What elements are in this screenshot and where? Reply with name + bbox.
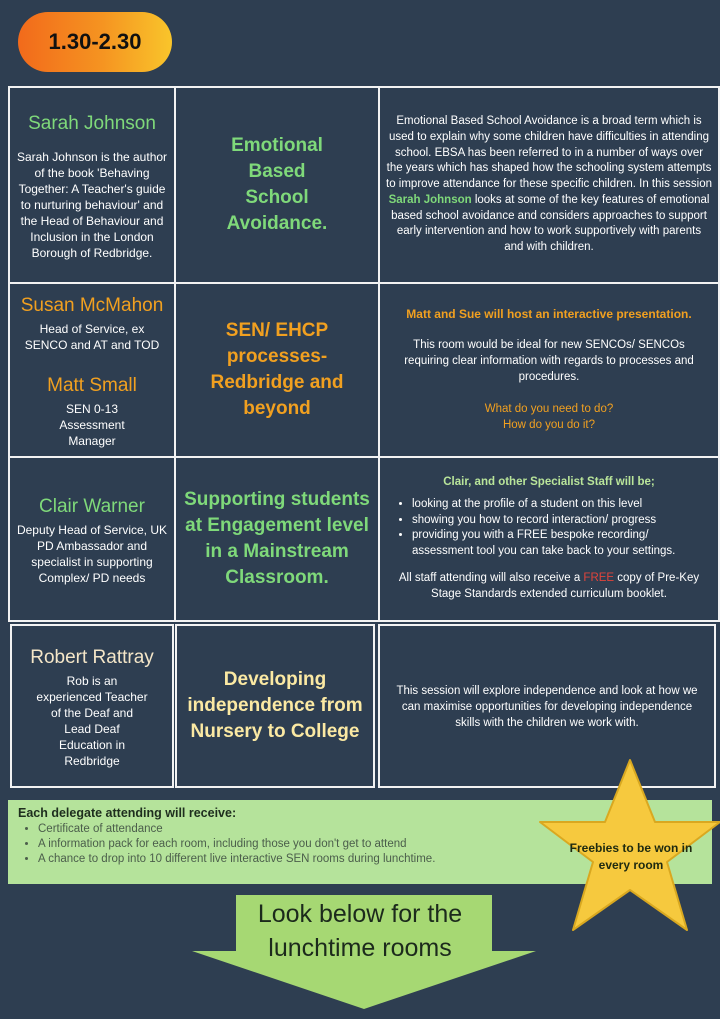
session-question: What do you need to do? — [484, 402, 614, 415]
speaker-bio: Deputy Head of Service, UK PD Ambassador and specialist in supporting Complex/ PD needs — [16, 523, 168, 585]
session-description: This room would be ideal for new SENCOs/ SENCOs requiring clear information with regards to processes and procedures. — [404, 339, 694, 383]
star-text: Freebies to be won in every room — [569, 841, 693, 872]
session-bullets — [394, 497, 704, 559]
session-footer: All staff attending will also receive a FREE copy of Pre-Key Stage Standards extended curriculum booklet. — [398, 572, 700, 600]
speaker-bio: Head of Service, ex SENCO and AT and TOD — [24, 322, 160, 352]
list-item: • A chance to drop into 10 different live interactive SEN rooms during lunchtime. — [38, 852, 702, 867]
session-description-cell — [378, 282, 720, 458]
speaker-cell-clair — [8, 456, 176, 622]
speaker-cell-sarah — [8, 86, 176, 284]
speaker-name: Sarah Johnson — [28, 113, 156, 134]
session-description: Emotional Based School Avoidance is a broad term which is used to explain why some children have difficulties in attending school. EBSA has been referred to in a number of ways over the years which has shaped how the schooling system attempts to improve attendance for these specific children. In this session Sarah Johnson looks at some of the key features of emotional based school avoidance and considers approaches to support early intervention and how to work supportively with parents and with children. — [386, 114, 713, 254]
session-title: Developing independence from Nursery to College — [187, 669, 363, 742]
free-highlight: FREE — [583, 572, 615, 585]
speaker-name: Robert Rattray — [30, 647, 154, 668]
list-item: • looking at the profile of a student on this level — [412, 497, 704, 513]
speaker-bio: Rob is an experienced Teacher of the Deaf and Lead Deaf Education in Redbridge — [36, 674, 148, 768]
session-title: SEN/ EHCP processes- Redbridge and beyond — [210, 320, 344, 419]
session-title-cell — [174, 456, 380, 622]
session-heading: Matt and Sue will host an interactive presentation. — [406, 306, 692, 321]
speaker-name: Matt Small — [47, 375, 137, 396]
session-title: Emotional Based School Avoidance. — [226, 135, 328, 234]
session-description-cell — [378, 456, 720, 622]
session-time-badge — [18, 12, 172, 72]
list-item: • showing you how to record interaction/ progress — [412, 513, 704, 529]
speaker-bio: SEN 0-13 Assessment Manager — [59, 402, 125, 448]
speaker-cell-robert — [10, 624, 174, 788]
highlight-name: Sarah Johnson — [388, 193, 472, 206]
speaker-name: Clair Warner — [39, 496, 145, 517]
session-heading: Clair, and other Specialist Staff will be; — [443, 476, 655, 489]
lunchtime-rooms-text: Look below for the lunchtime rooms — [257, 900, 463, 962]
session-description-cell — [378, 86, 720, 284]
session-title-cell — [174, 282, 380, 458]
session-title-cell — [174, 86, 380, 284]
session-description: This session will explore independence and look at how we can maximise opportunities for developing independence skills with the children we work with. — [396, 685, 698, 729]
delegate-heading: Each delegate attending will receive: — [18, 806, 237, 820]
speaker-name: Susan McMahon — [20, 295, 164, 316]
speaker-cell-susan-matt — [8, 282, 176, 458]
session-time: 1.30-2.30 — [48, 29, 142, 54]
list-item: • Certificate of attendance — [38, 822, 702, 837]
session-title-cell — [175, 624, 375, 788]
list-item: • providing you with a FREE bespoke recording/ assessment tool you can take back to your settings. — [412, 528, 704, 559]
list-item: • A information pack for each room, including those you don't get to attend — [38, 837, 702, 852]
session-question: How do you do it? — [502, 418, 596, 431]
speaker-bio: Sarah Johnson is the author of the book 'Behaving Together: A Teacher's guide to nurturing behaviour' and the Head of Behaviour and Inclusion in the London Borough of Redbridge. — [16, 150, 168, 260]
session-title: Supporting students at Engagement level in a Mainstream Classroom. — [184, 489, 370, 588]
